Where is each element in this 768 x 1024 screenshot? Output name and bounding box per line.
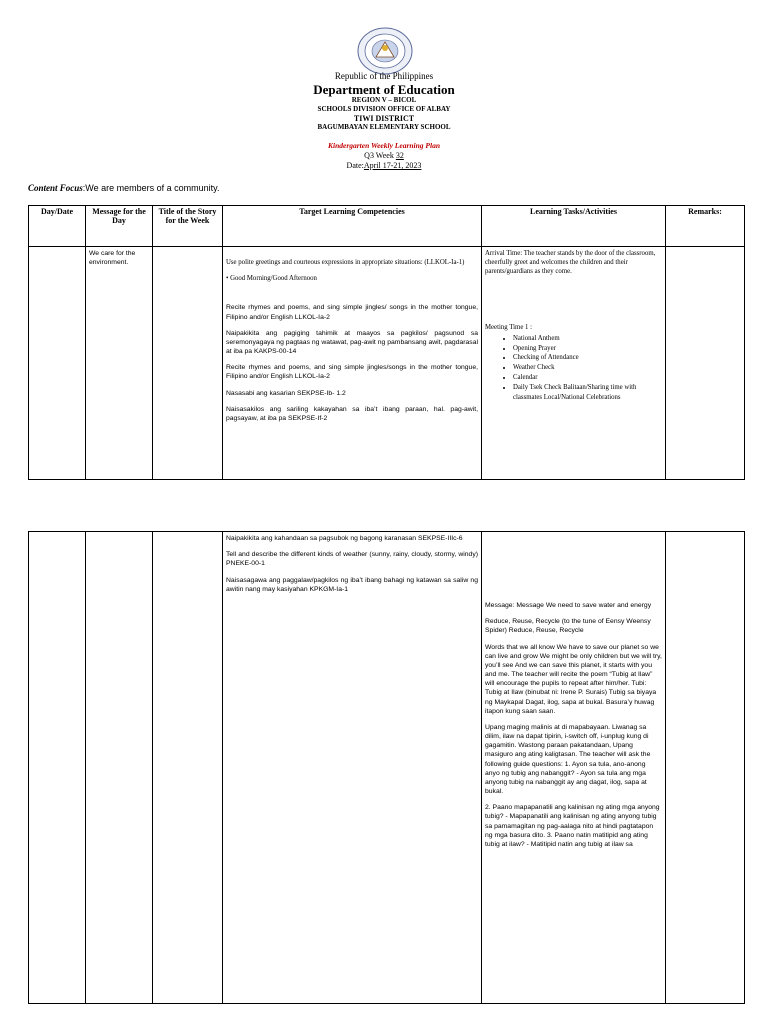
activity-paragraph: 2. Paano mapapanatili ang kalinisan ng ating mga anyong tubig? - Mapapanatili ang kalinisan ng ating anyong tubig sa pamamagitan ng pag-aalaga nito at hindi pagtatapon ng mga basura dito. 3. Paano natin matitipid ang ating tubig at ilaw? - Matitipid natin ang tubig at ilaw sa <box>485 804 660 848</box>
header-activities: Learning Tasks/Activities <box>482 206 666 247</box>
quarter-week-value: 32 <box>395 151 404 160</box>
remarks-cell <box>666 247 745 480</box>
republic-line: Republic of the Philippines <box>334 71 434 81</box>
header-remarks: Remarks: <box>666 206 745 247</box>
date-value: April 17-21, 2023 <box>363 161 422 170</box>
quarter-label: Q3 Week <box>364 151 394 160</box>
message-cell: We care for the environment. <box>86 247 153 480</box>
competency-item: Use polite greetings and courteous expressions in appropriate situations: (LLKOL-Ia-1) <box>226 259 465 266</box>
day-date-cell <box>29 532 86 1004</box>
competencies-cell <box>223 532 482 1004</box>
story-title-cell <box>153 247 223 480</box>
date-label: Date: <box>346 161 364 170</box>
message-cell <box>86 532 153 1004</box>
date-line <box>0 162 768 171</box>
school-line: BAGUMBAYAN ELEMENTARY SCHOOL <box>317 123 451 131</box>
weekly-plan-table-page1 <box>28 205 745 480</box>
story-title-cell <box>153 532 223 1004</box>
list-item: • National Anthem <box>513 334 662 344</box>
activity-paragraph: Words that we all know We have to save our planet so we can live and grow We might be only children but we will try, you’ll see And we can save this planet, it starts with you and me. The teacher will recite the poem “Tubig at Ilaw” will encourage the pupils to repeat after him/her. Tubi: Tubig at Ilaw (binubat ni: Irene P. Surais) Tubig sa biyaya ng Maykapal Dagat, ilog, sapa at bukal. Basura’y huwag itapon kung saan saan. <box>485 643 662 715</box>
competency-item: Naipakikita ang kahandaan sa pagsubok ng bagong karanasan SEKPSE-IIIc-6 <box>226 535 463 542</box>
content-focus-value: :We are members of a community. <box>82 183 220 193</box>
meeting-time-title: Meeting Time 1 : <box>485 323 533 331</box>
activities-cell <box>482 532 666 1004</box>
quarter-week-line <box>0 152 768 161</box>
activity-paragraph: Reduce, Reuse, Recycle (to the tune of Eensy Weensy Spider) Reduce, Reuse, Recycle <box>485 618 651 635</box>
list-item: • Opening Prayer <box>513 344 662 354</box>
competency-item: Naisasakilos ang sariling kakayahan sa iba’t ibang paraan, hal. pag-awit, pagsayaw, at iba pa SEKPSE-If-2 <box>226 405 478 422</box>
list-item: • Checking of Attendance <box>513 353 662 363</box>
table-row <box>29 532 745 1004</box>
remarks-cell <box>666 532 745 1004</box>
header-competencies: Target Learning Competencies <box>223 206 482 247</box>
competencies-cell <box>223 247 482 480</box>
header-day-date: Day/Date <box>29 206 86 247</box>
weekly-plan-table-page2 <box>28 531 745 1004</box>
competency-item: Tell and describe the different kinds of weather (sunny, rainy, cloudy, stormy, windy) PNEKE-00-1 <box>226 551 478 568</box>
department-title: Department of Education <box>313 82 455 97</box>
district-line: TIWI DISTRICT <box>353 114 415 123</box>
header-message: Message for the Day <box>86 206 153 247</box>
division-line: SCHOOLS DIVISION OFFICE OF ALBAY <box>317 105 451 113</box>
competency-item: • Good Morning/Good Afternoon <box>226 275 317 283</box>
content-focus <box>28 183 219 193</box>
list-item: • Calendar <box>513 373 662 383</box>
meeting-time-list <box>485 334 662 403</box>
content-focus-label: Content Focus <box>28 183 83 193</box>
region-line: REGION V – BICOL <box>351 96 417 104</box>
competency-item: Recite rhymes and poems, and sing simple jingles/ songs in the mother tongue, Filipino and/or English LLKOL-Ia-2 <box>226 304 478 321</box>
activities-cell <box>482 247 666 480</box>
activity-paragraph: Upang maging malinis at di mapabayaan. Liwanag sa dilim, ilaw na dapat tipirin, i-switch off, i-unplug kung di gagamitin. Wastong paraan pakatandaan, Upang masiguro ang ating kaligtasan. The teacher will ask the following guide questions: 1. Ayon sa tula, ano-anong anyo ng tubig ang nabanggit? - Ayon sa tula ang mga anyong tubig na nabanggit ay ang dagat, ilog, sapa at bukal. <box>485 723 651 796</box>
deped-seal-logo <box>356 27 414 75</box>
competency-item: Naisasagawa ang paggalaw/pagkilos ng iba’t ibang bahagi ng katawan sa saliw ng awitin nang may kasiyahan KPKGM-Ia-1 <box>226 576 478 593</box>
arrival-time-text: Arrival Time: The teacher stands by the door of the classroom, cheerfully greet and welcomes the children and their parents/guardians as they come. <box>485 250 656 276</box>
competency-item: Recite rhymes and poems, and sing simple jingles/songs in the mother tongue, Filipino and/or English LLKOL-Ia-2 <box>226 364 478 381</box>
table-header-row <box>29 206 745 247</box>
competency-item: Nasasabi ang kasarian SEKPSE-Ib- 1.2 <box>226 389 346 397</box>
table-row <box>29 247 745 480</box>
list-item: • Weather Check <box>513 363 662 373</box>
activity-paragraph: Message: Message We need to save water and energy <box>485 602 652 609</box>
day-date-cell <box>29 247 86 480</box>
list-item: • Daily Tsek Check Balitaan/Sharing time with classmates Local/National Celebrations <box>513 383 662 403</box>
header-story-title: Title of the Story for the Week <box>153 206 223 247</box>
plan-title: Kindergarten Weekly Learning Plan <box>327 141 441 150</box>
competency-item: Naipakikita ang pagiging tahimik at maayos sa pagkilos/ pagsunod sa seremonyagaya ng pagtaas ng watawat, pag-awit ng pambansang awit, pagdarasal at iba pa KAKPS-00-14 <box>226 329 478 356</box>
